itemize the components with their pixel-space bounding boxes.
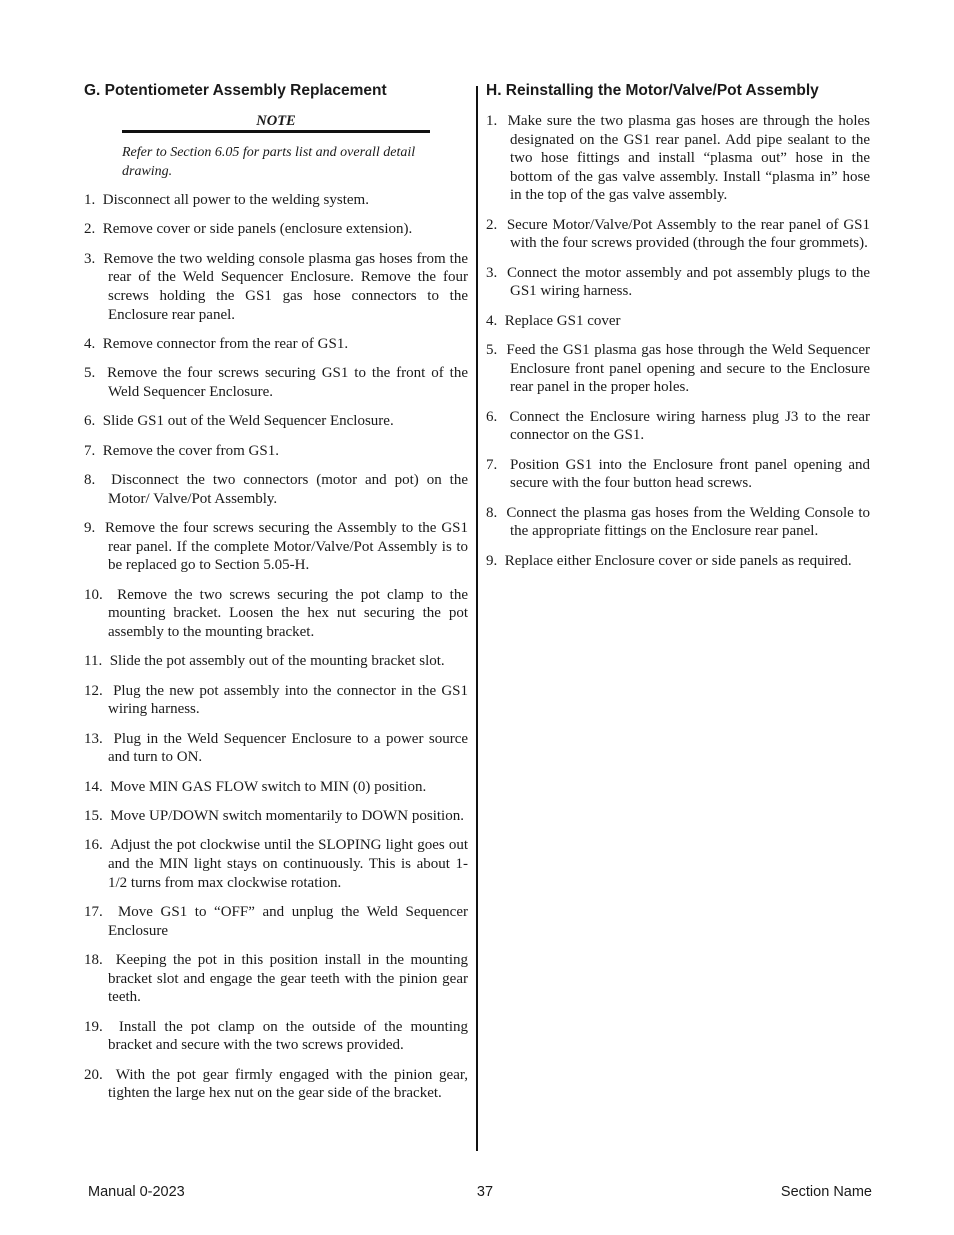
footer-manual-number: Manual 0-2023	[88, 1184, 185, 1200]
step-number: 8.	[84, 472, 96, 489]
step-item	[84, 778, 468, 797]
step-item	[84, 1018, 468, 1055]
step-number: 19.	[84, 1018, 103, 1035]
step-text: Slide the pot assembly out of the mounting bracket slot.	[109, 653, 445, 670]
step-item	[486, 408, 870, 445]
step-text: Make sure the two plasma gas hoses are through the holes designated on the GS1 rear panel. Add pipe sealant to the two hose fittings and install “plasma out” hose in the bottom of the gas valve assembly. Install “plasma in” hose in the top of the gas valve assembly.	[507, 113, 871, 204]
column-divider	[476, 86, 478, 1151]
step-text: Connect the motor assembly and pot assembly plugs to the GS1 wiring harness.	[507, 264, 870, 300]
footer-page-number: 37	[476, 1184, 494, 1200]
step-item	[84, 730, 468, 767]
step-number: 4.	[486, 312, 498, 329]
step-number: 4.	[84, 335, 96, 352]
step-item	[486, 216, 870, 253]
step-text: Connect the plasma gas hoses from the Welding Console to the appropriate fittings on the Enclosure rear panel.	[506, 504, 871, 540]
step-text: Disconnect all power to the welding system.	[102, 192, 369, 208]
section-h-heading: H. Reinstalling the Motor/Valve/Pot Assembly	[486, 82, 819, 99]
step-text: Adjust the pot clockwise until the SLOPING light goes out and the MIN light stays on continuously. This is about 1-1/2 turns from max clockwise rotation.	[108, 837, 468, 891]
step-number: 2.	[486, 216, 498, 233]
step-item	[84, 519, 468, 575]
step-item	[486, 456, 870, 493]
step-item	[84, 652, 468, 671]
step-item	[84, 364, 468, 401]
section-g-steps	[84, 191, 468, 1103]
step-item	[84, 412, 468, 431]
step-text: Remove the two screws securing the pot clamp to the mounting bracket. Loosen the hex nut securing the pot assembly to the mounting bracket.	[108, 586, 468, 640]
step-text: Remove cover or side panels (enclosure extension).	[102, 221, 413, 238]
step-number: 6.	[486, 408, 498, 425]
step-item	[486, 112, 870, 205]
step-item	[84, 807, 468, 826]
step-item	[84, 250, 468, 324]
step-number: 20.	[84, 1066, 103, 1083]
step-number: 17.	[84, 903, 103, 920]
step-text: Position GS1 into the Enclosure front panel opening and secure with the four button head screws.	[509, 456, 871, 492]
step-item	[486, 264, 870, 301]
step-number: 7.	[486, 456, 498, 473]
step-text: Move MIN GAS FLOW switch to MIN (0) position.	[110, 778, 427, 795]
step-number: 8.	[486, 504, 498, 521]
step-number: 15.	[84, 808, 103, 824]
step-item	[84, 682, 468, 719]
step-item	[84, 335, 468, 354]
step-item	[84, 471, 468, 508]
step-number: 9.	[84, 520, 96, 537]
note-box	[122, 112, 430, 181]
left-column	[84, 82, 468, 1114]
step-item	[84, 191, 468, 210]
step-number: 16.	[84, 837, 103, 854]
step-text: Move UP/DOWN switch momentarily to DOWN position.	[110, 808, 464, 824]
step-number: 13.	[84, 730, 103, 747]
step-text: Plug in the Weld Sequencer Enclosure to a power source and turn to ON.	[108, 730, 469, 766]
step-text: Slide GS1 out of the Weld Sequencer Enclosure.	[102, 413, 394, 430]
step-item	[84, 836, 468, 892]
step-text: Remove the four screws securing the Assembly to the GS1 rear panel. If the complete Motor/Valve/Pot Assembly is to be replaced go to Section 5.05-H.	[105, 520, 469, 574]
step-text: Secure Motor/Valve/Pot Assembly to the rear panel of GS1 with the four screws provided (through the four grommets).	[506, 216, 870, 252]
step-item	[84, 220, 468, 239]
note-text: Refer to Section 6.05 for parts list and overall detail drawing.	[122, 145, 416, 179]
step-number: 11.	[84, 653, 103, 670]
step-number: 5.	[486, 342, 498, 359]
step-text: Remove the two welding console plasma gas hoses from the rear of the Weld Sequencer Enclosure. Remove the four screws holding the GS1 gas hose connectors to the Enclosure rear panel.	[103, 250, 468, 323]
step-item	[84, 586, 468, 642]
step-number: 1.	[84, 192, 96, 208]
step-text: With the pot gear firmly engaged with the pinion gear, tighten the large hex nut on the gear side of the bracket.	[108, 1066, 468, 1102]
step-number: 18.	[84, 951, 103, 968]
step-number: 3.	[84, 250, 96, 267]
step-text: Keeping the pot in this position install in the mounting bracket slot and engage the gear teeth with the pinion gear teeth.	[108, 951, 469, 1006]
step-number: 6.	[84, 413, 96, 430]
step-text: Plug the new pot assembly into the connector in the GS1 wiring harness.	[108, 682, 468, 718]
step-text: Disconnect the two connectors (motor and pot) on the Motor/ Valve/Pot Assembly.	[108, 472, 469, 507]
step-number: 1.	[486, 113, 498, 129]
section-g-heading: G. Potentiometer Assembly Replacement	[84, 82, 387, 99]
step-item	[84, 951, 468, 1007]
step-text: Connect the Enclosure wiring harness plug J3 to the rear connector on the GS1.	[509, 408, 870, 444]
step-item	[84, 1066, 468, 1103]
step-text: Replace either Enclosure cover or side panels as required.	[504, 552, 852, 569]
section-h-steps	[486, 112, 870, 570]
step-number: 9.	[486, 552, 498, 569]
step-item	[84, 903, 468, 940]
step-item	[486, 341, 870, 397]
step-item	[486, 552, 870, 571]
step-number: 5.	[84, 365, 96, 382]
step-number: 7.	[84, 442, 96, 459]
step-number: 3.	[486, 264, 498, 281]
step-number: 14.	[84, 778, 103, 795]
step-number: 10.	[84, 586, 103, 603]
step-item	[84, 442, 468, 461]
footer-section-name: Section Name	[780, 1184, 872, 1200]
step-text: Move GS1 to “OFF” and unplug the Weld Sequencer Enclosure	[108, 903, 468, 939]
step-number: 12.	[84, 682, 103, 699]
step-text: Replace GS1 cover	[504, 312, 621, 329]
note-title: NOTE	[122, 112, 430, 133]
step-text: Remove the four screws securing GS1 to the front of the Weld Sequencer Enclosure.	[107, 365, 468, 400]
step-text: Remove the cover from GS1.	[102, 442, 279, 459]
step-item	[486, 504, 870, 541]
step-text: Install the pot clamp on the outside of the mounting bracket and secure with the two screws provided.	[108, 1018, 469, 1054]
right-column	[486, 82, 870, 581]
step-text: Remove connector from the rear of GS1.	[102, 335, 349, 352]
step-item	[486, 312, 870, 331]
step-text: Feed the GS1 plasma gas hose through the Weld Sequencer Enclosure front panel opening and secure to the Enclosure rear panel in the proper holes.	[506, 342, 871, 396]
step-number: 2.	[84, 221, 96, 238]
